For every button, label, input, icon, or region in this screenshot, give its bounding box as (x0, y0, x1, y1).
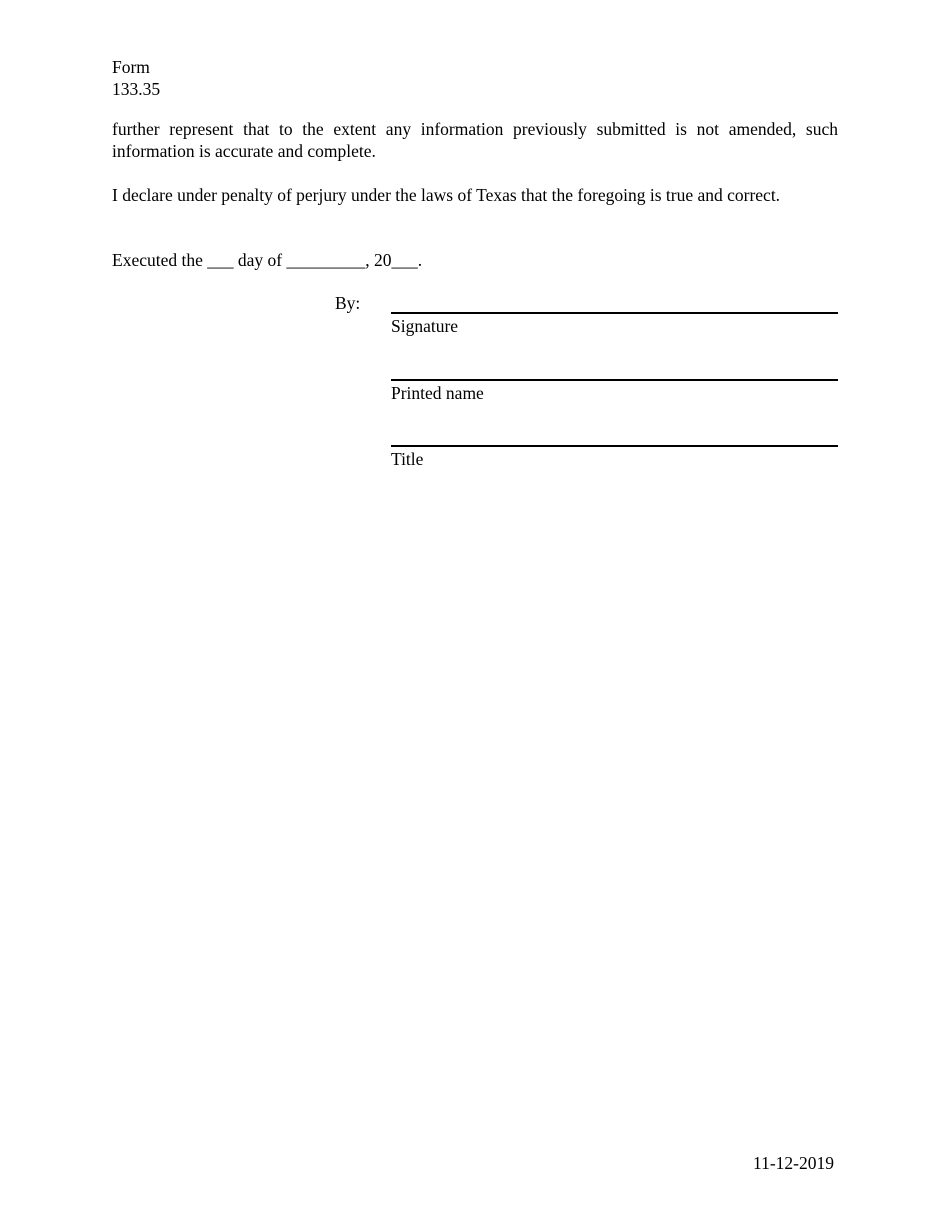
title-line (391, 445, 838, 447)
form-header (112, 56, 160, 100)
signature-line (391, 312, 838, 314)
amendment-paragraph: further represent that to the extent any information previously submitted is not amended, such information is accurate and complete. (112, 119, 838, 161)
by-label: By: (335, 293, 361, 313)
signature-label: Signature (391, 316, 459, 336)
footer-date: 11-12-2019 (752, 1153, 834, 1173)
executed-date-line: Executed the ___ day of _________, 20___. (112, 250, 423, 270)
form-number: 133.35 (112, 79, 161, 99)
printed-name-label: Printed name (391, 383, 484, 403)
form-label: Form (112, 57, 150, 77)
perjury-declaration: I declare under penalty of perjury under the laws of Texas that the foregoing is true and correct. (112, 185, 781, 205)
printed-name-line (391, 379, 838, 381)
title-label: Title (391, 449, 424, 469)
